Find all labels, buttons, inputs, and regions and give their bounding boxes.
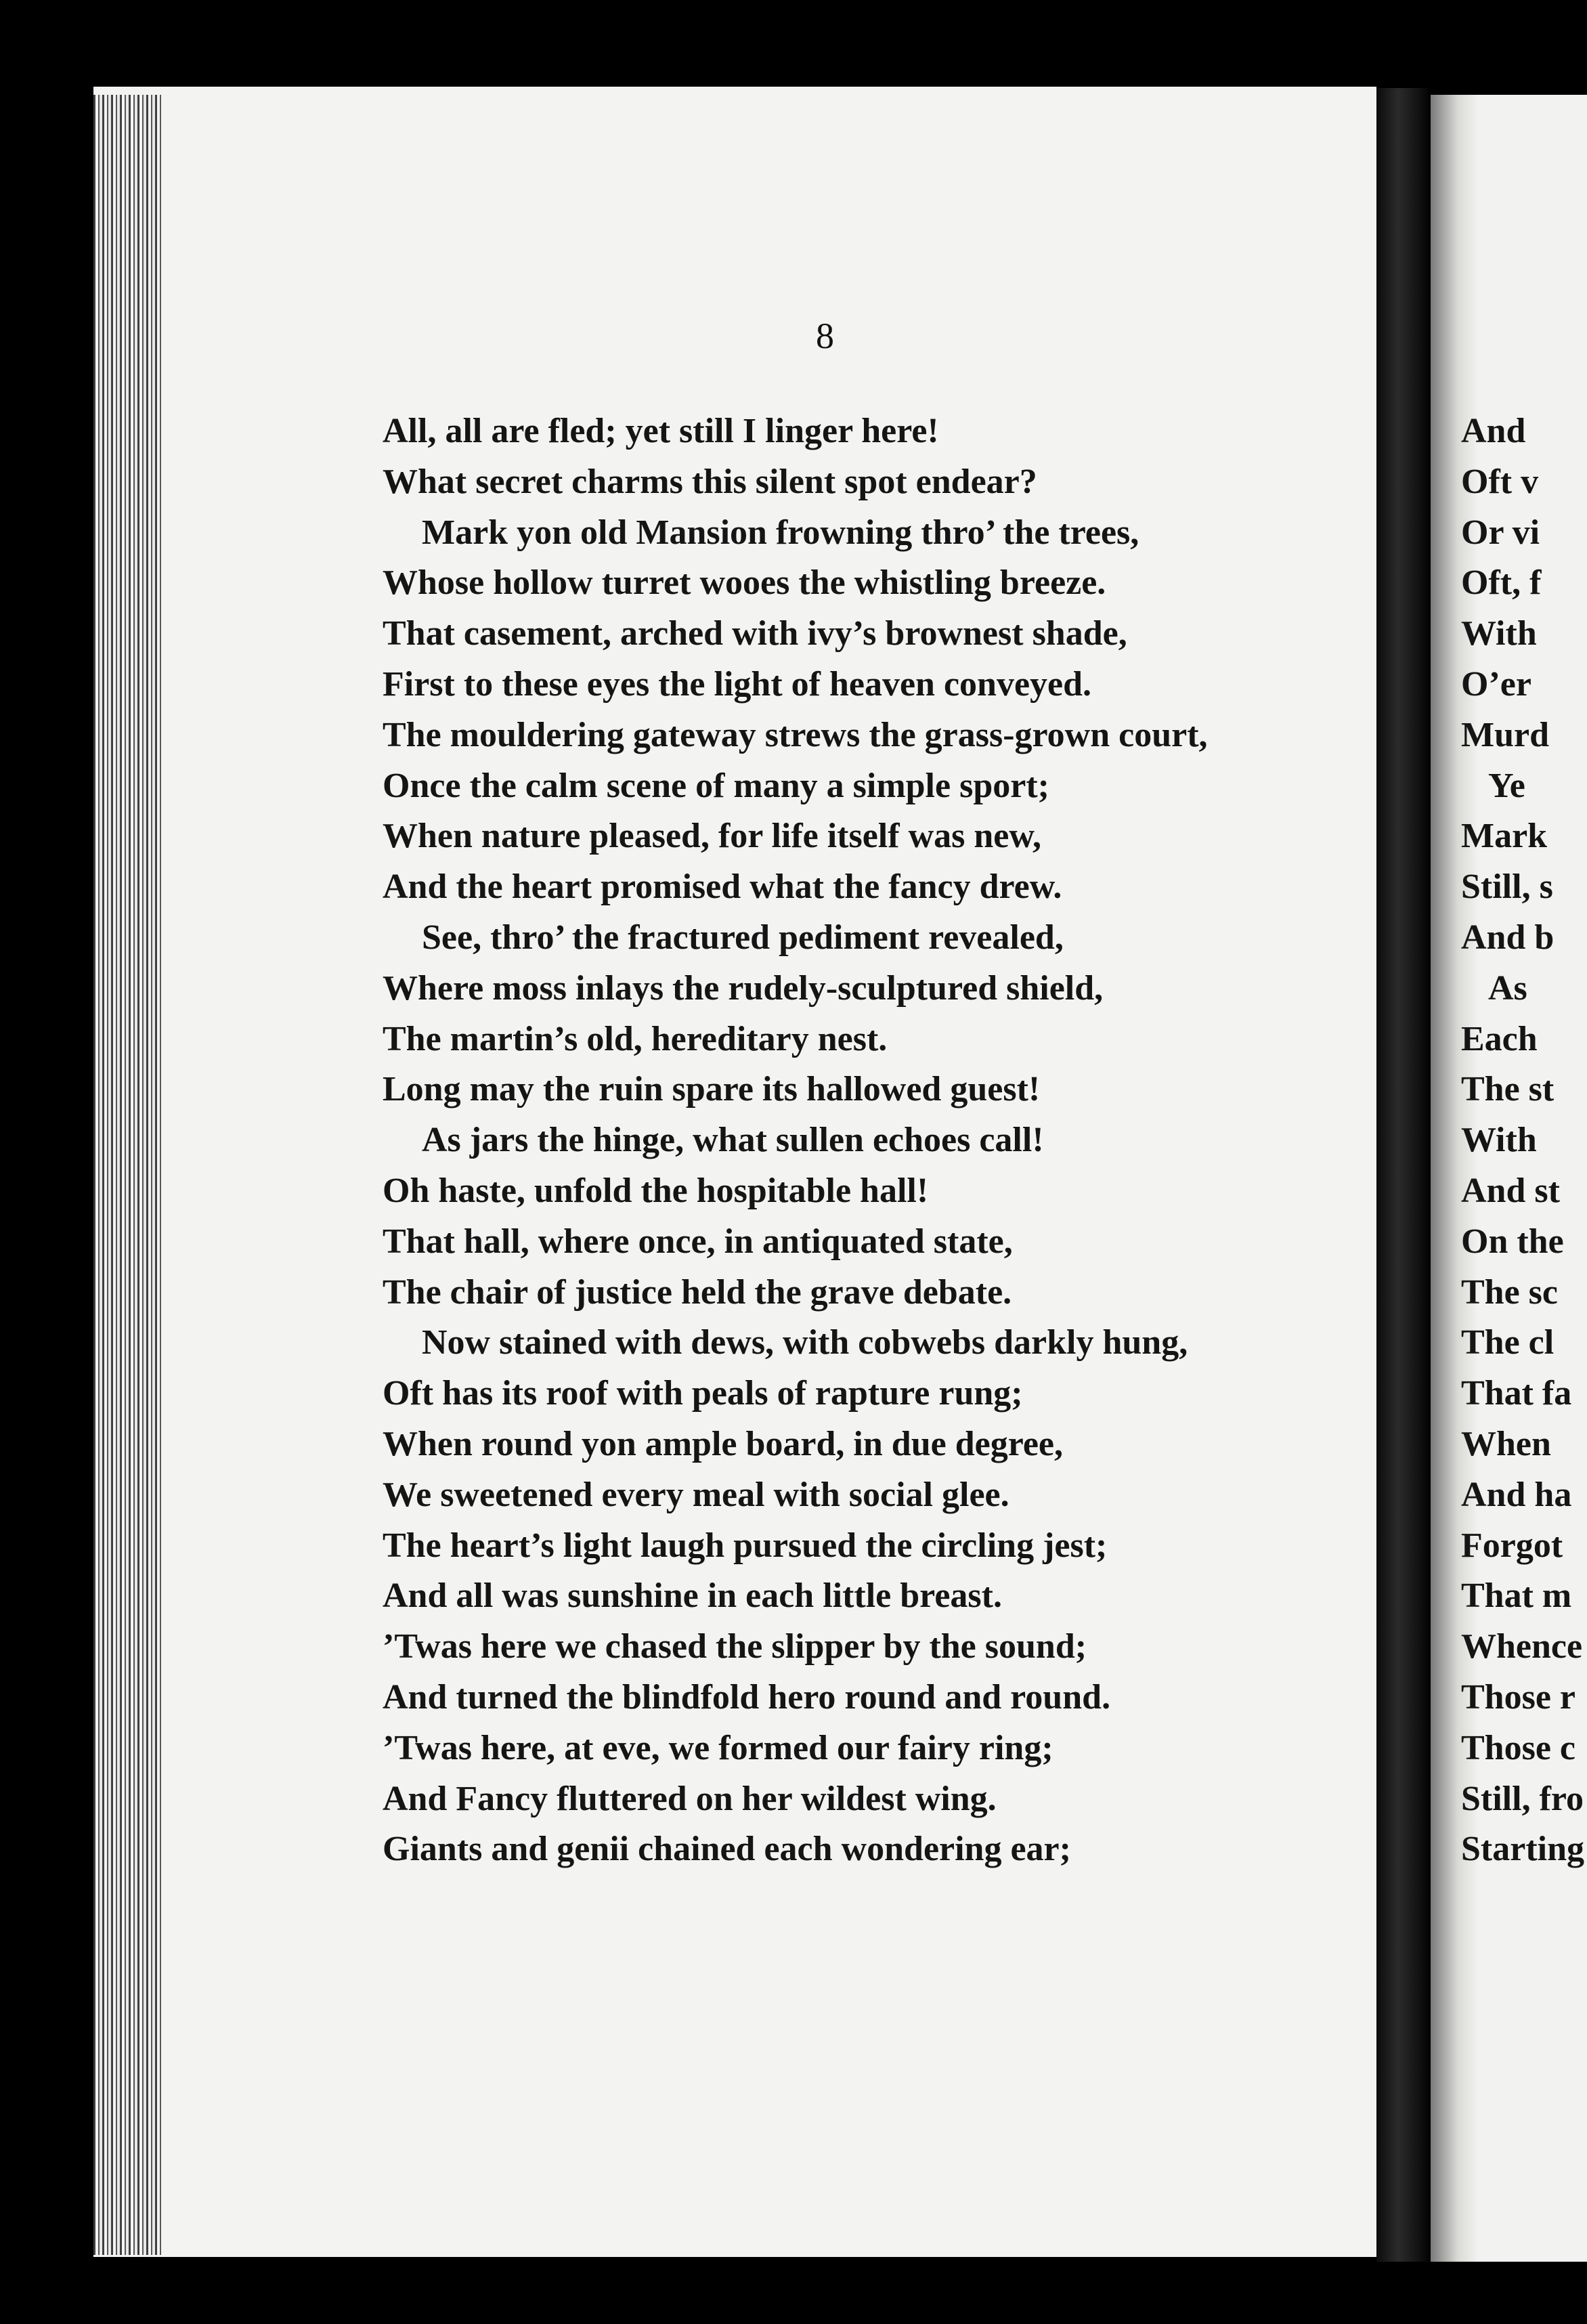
facing-page-line: On the: [1461, 1222, 1564, 1261]
poem-line: What secret charms this silent spot endear?: [383, 462, 1037, 501]
poem-line: Whose hollow turret wooes the whistling breeze.: [383, 563, 1106, 603]
poem-line: Where moss inlays the rudely-sculptured shield,: [383, 968, 1104, 1008]
facing-page-line: The sc: [1461, 1272, 1558, 1312]
facing-page-line: Each: [1461, 1019, 1538, 1058]
facing-page-line: When: [1461, 1424, 1551, 1463]
poem-line: The heart’s light laugh pursued the circling jest;: [383, 1526, 1108, 1565]
poem-line: All, all are fled; yet still I linger here!: [383, 412, 939, 450]
poem-line: When round yon ample board, in due degree,: [383, 1424, 1064, 1463]
poem-line: We sweetened every meal with social glee.: [383, 1475, 1009, 1514]
poem-line: And Fancy fluttered on her wildest wing.: [383, 1779, 997, 1818]
facing-page-line: Still, fro: [1461, 1779, 1584, 1818]
page-number: 8: [816, 316, 834, 356]
facing-page-line: Mark: [1461, 817, 1548, 856]
poem-line: Oh haste, unfold the hospitable hall!: [383, 1171, 929, 1210]
poem-line: That hall, where once, in antiquated state,: [383, 1222, 1013, 1261]
facing-page-line: Those c: [1461, 1728, 1575, 1767]
poem-line: The mouldering gateway strews the grass-grown court,: [383, 715, 1208, 754]
poem-line: As jars the hinge, what sullen echoes call!: [422, 1121, 1044, 1160]
facing-page-line: And ha: [1461, 1475, 1572, 1514]
poem-line: First to these eyes the light of heaven conveyed.: [383, 664, 1092, 704]
poem-line: See, thro’ the fractured pediment revealed,: [422, 918, 1064, 957]
poem-line: The martin’s old, hereditary nest.: [383, 1019, 888, 1058]
facing-page-line: And: [1461, 412, 1526, 450]
poem-line: Once the calm scene of many a simple sport;: [383, 766, 1049, 805]
facing-page-line: Ye: [1488, 766, 1525, 805]
poem-line: The chair of justice held the grave debate.: [383, 1272, 1012, 1312]
facing-page-line: The st: [1461, 1070, 1555, 1109]
facing-page-line: And st: [1461, 1171, 1560, 1210]
poem-line: And turned the blindfold hero round and round.: [383, 1677, 1111, 1717]
facing-page-line: That m: [1461, 1576, 1572, 1616]
facing-page-text: [1461, 406, 1587, 1875]
facing-page-line: Or vi: [1461, 513, 1540, 552]
poem-line: Now stained with dews, with cobwebs darkly hung,: [422, 1323, 1188, 1362]
facing-page-line: O’er: [1461, 664, 1531, 704]
poem-text: [383, 406, 1364, 1875]
poem-line: Giants and genii chained each wondering ear;: [383, 1830, 1071, 1869]
facing-page-line: Forgot: [1461, 1526, 1563, 1565]
page-edges: [93, 95, 161, 2255]
facing-page-line: With: [1461, 614, 1537, 653]
facing-page-line: That fa: [1461, 1374, 1572, 1413]
book-gutter: [1376, 88, 1431, 2262]
poem-line: Mark yon old Mansion frowning thro’ the trees,: [422, 513, 1139, 552]
poem-line: That casement, arched with ivy’s brownest shade,: [383, 614, 1127, 653]
facing-page-line: Those r: [1461, 1677, 1575, 1717]
poem-line: ’Twas here we chased the slipper by the sound;: [383, 1627, 1087, 1666]
facing-page-line: Oft v: [1461, 462, 1539, 501]
facing-page-line: As: [1488, 968, 1527, 1008]
poem-line: Long may the ruin spare its hallowed guest!: [383, 1070, 1041, 1109]
facing-page-line: Still, s: [1461, 867, 1553, 907]
facing-page-line: Oft, f: [1461, 563, 1542, 603]
poem-line: When nature pleased, for life itself was new,: [383, 817, 1042, 856]
poem-line: And the heart promised what the fancy drew.: [383, 867, 1062, 907]
facing-page-line: Starting: [1461, 1830, 1584, 1869]
poem-line: ’Twas here, at eve, we formed our fairy ring;: [383, 1728, 1053, 1767]
facing-page-line: The cl: [1461, 1323, 1555, 1362]
facing-page-line: And b: [1461, 918, 1555, 957]
facing-page-line: Whence: [1461, 1627, 1583, 1666]
facing-page-line: With: [1461, 1121, 1537, 1160]
facing-page-line: Murd: [1461, 715, 1549, 754]
poem-line: Oft has its roof with peals of rapture rung;: [383, 1374, 1023, 1413]
poem-line: And all was sunshine in each little breast.: [383, 1576, 1002, 1616]
